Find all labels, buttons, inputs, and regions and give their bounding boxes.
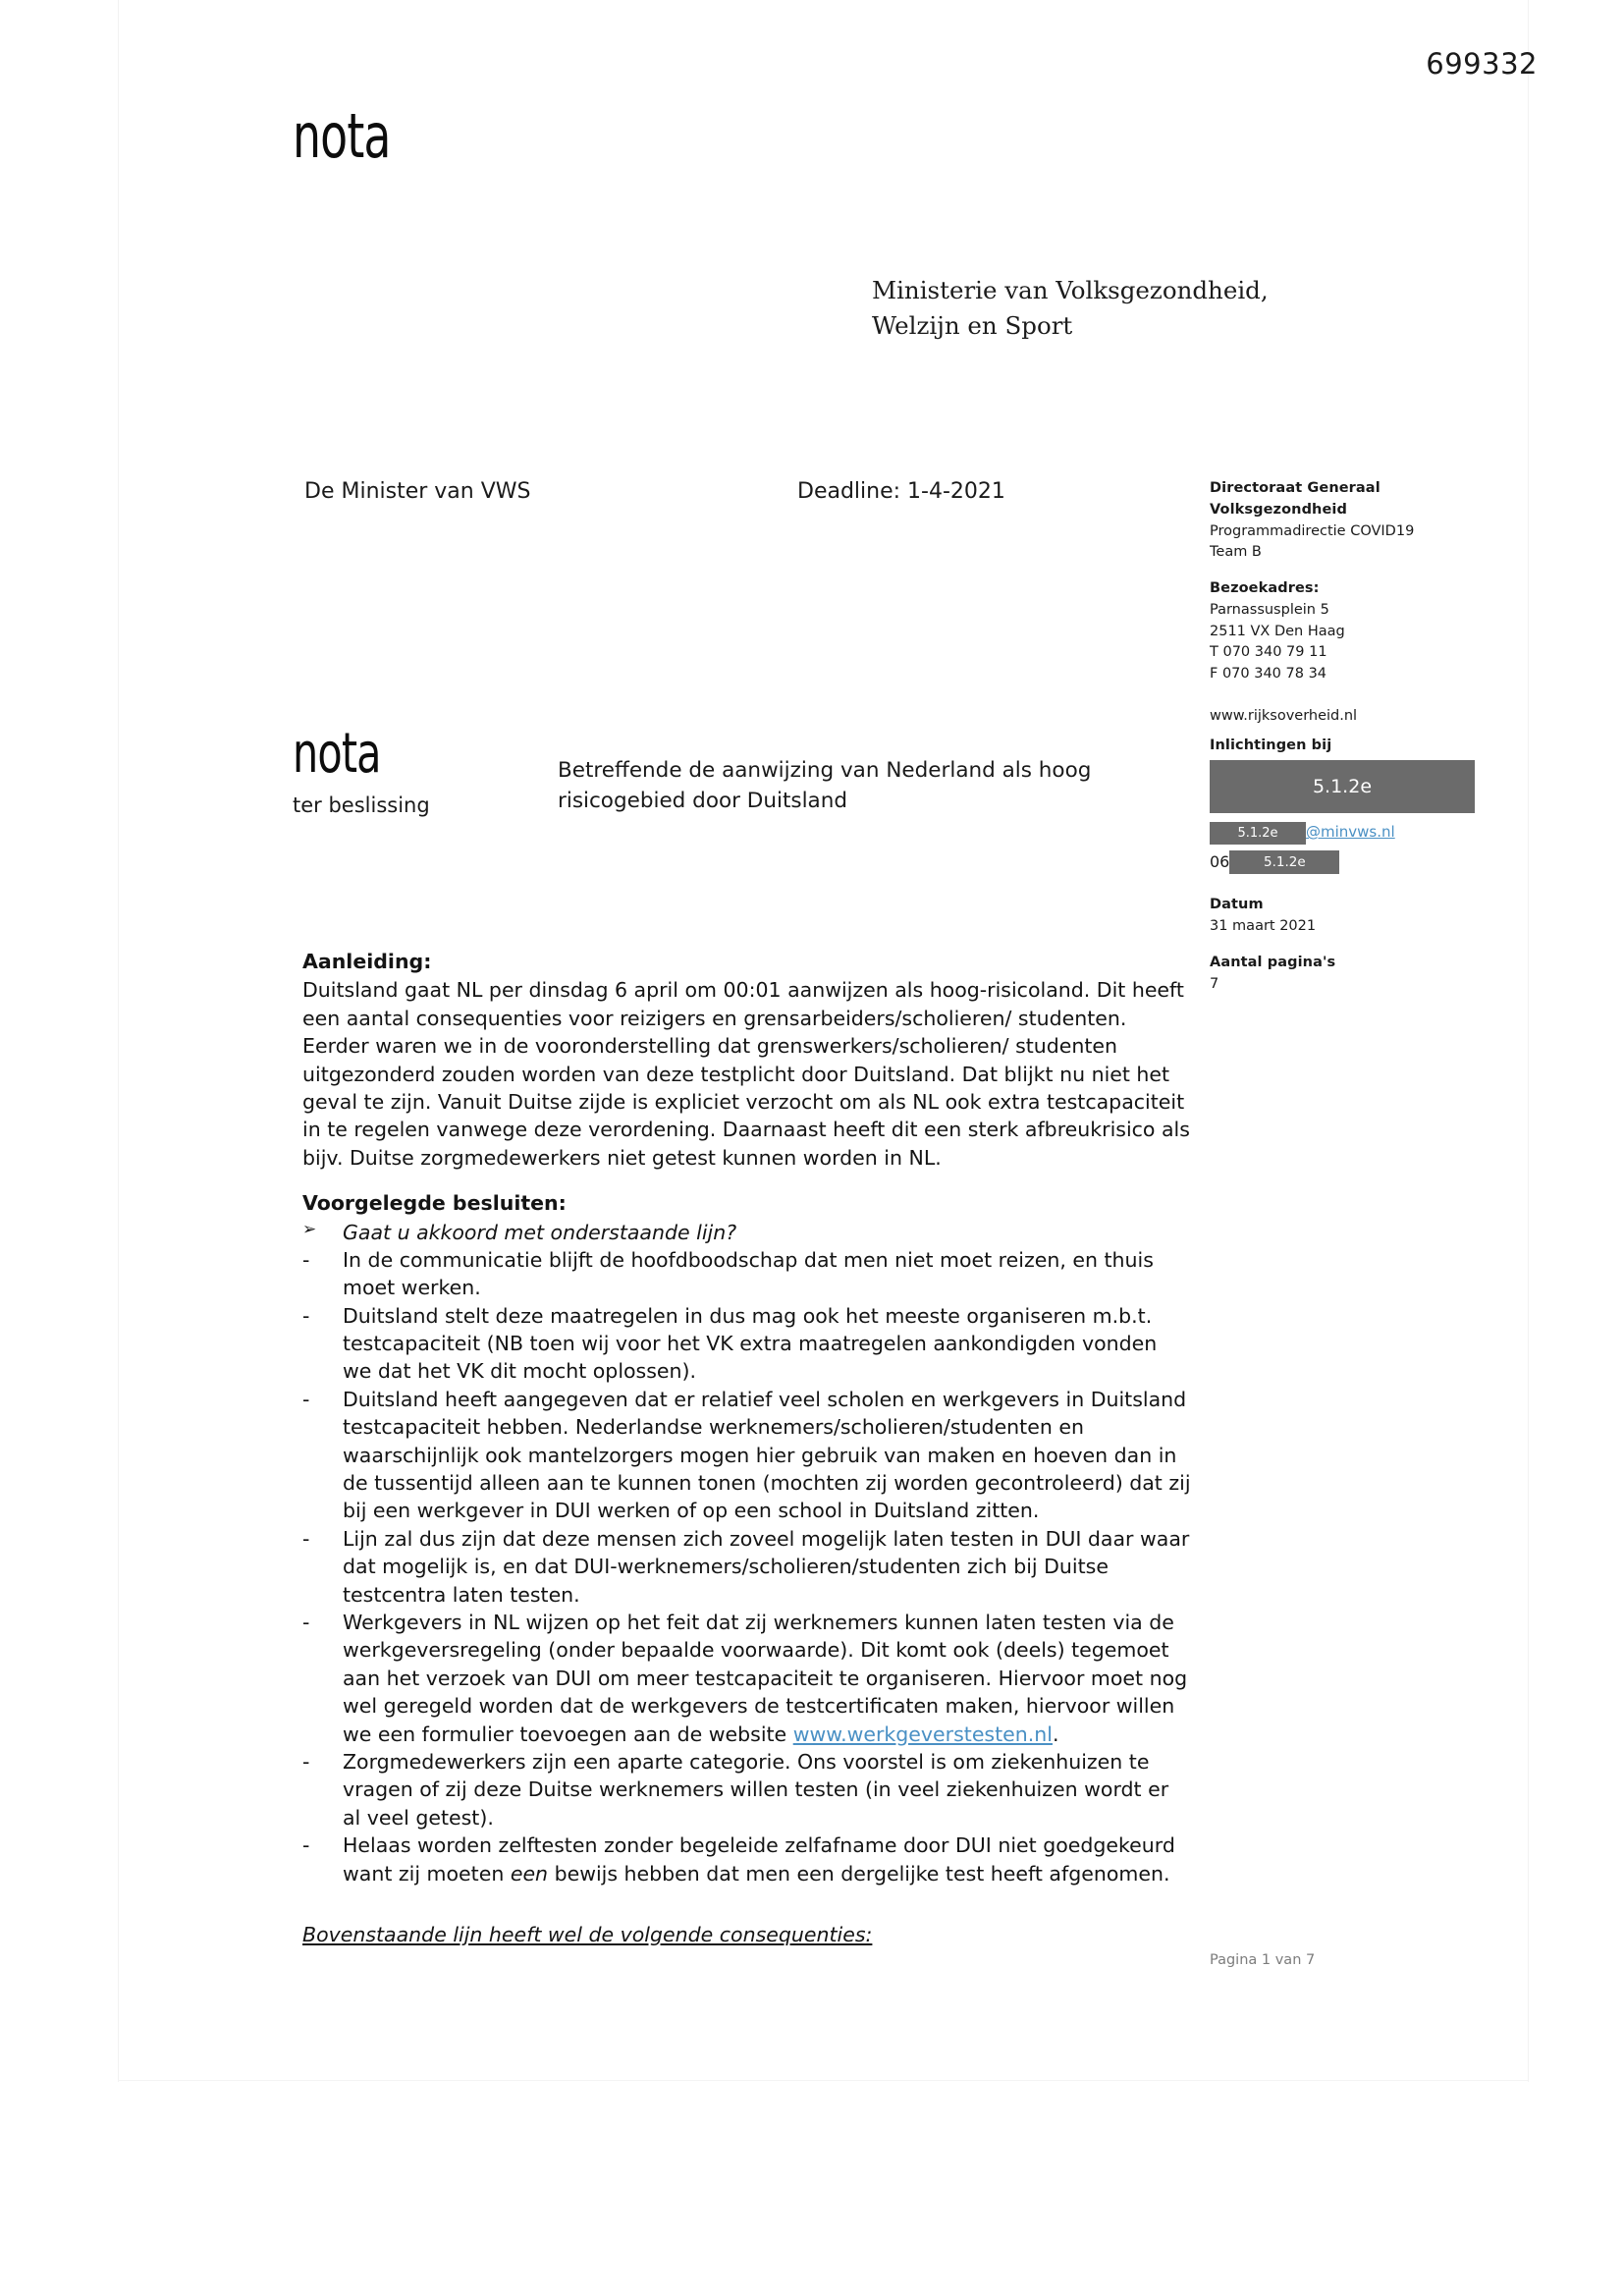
list-item-text: Lijn zal dus zijn dat deze mensen zich zoveel mogelijk laten testen in DUI daar waar dat mogelijk is, en dat DUI-werknemers/scholieren/studenten zich bij Duitse testcentra laten testen. — [343, 1526, 1190, 1607]
dash-bullet-icon: - — [302, 1247, 310, 1272]
page-count-value: 7 — [1210, 975, 1219, 992]
list-item — [302, 1302, 1191, 1386]
besluiten-heading: Voorgelegde besluiten: — [302, 1191, 567, 1216]
list-item-text-part-2: . — [1052, 1722, 1059, 1746]
redaction-box-phone: 5.1.2e — [1229, 850, 1339, 874]
list-item — [302, 1386, 1191, 1525]
ministry-block — [872, 273, 1269, 343]
dg-heading-line-1: Directoraat Generaal — [1210, 480, 1380, 496]
dash-bullet-icon: - — [302, 1526, 310, 1551]
meta-sidebar — [1210, 478, 1475, 995]
list-item-text-part-2: bewijs hebben dat men een dergelijke test heeft afgenomen. — [548, 1861, 1170, 1886]
dash-bullet-icon: - — [302, 1387, 310, 1411]
programme-directorate: Programmadirectie COVID19 — [1210, 522, 1415, 539]
aanleiding-paragraph: Duitsland gaat NL per dinsdag 6 april om 00:01 aanwijzen als hoog-risicoland. Dit heeft een aantal consequenties voor reizigers en grensarbeiders/scholieren/ studenten. Eerder waren we in de vooronderstelling dat grenswerkers/scholieren/ studenten uitgezonderd zouden worden van deze testplicht door Duitsland. Dat blijkt nu niet het geval te zijn. Vanuit Duitse zijde is expliciet verzocht om als NL ook extra testcapaciteit in te regelen vanwege deze verordening. Daarnaast heeft dit een sterk afbreukrisico als bijv. Duitse zorgmedewerkers niet getest kunnen worden in NL. — [302, 978, 1190, 1170]
question-text: Gaat u akkoord met onderstaande lijn? — [343, 1220, 737, 1244]
team-name: Team B — [1210, 544, 1262, 561]
date-value: 31 maart 2021 — [1210, 918, 1317, 934]
nota-subtitle: ter beslissing — [293, 793, 430, 817]
aanleiding-heading: Aanleiding: — [302, 950, 432, 973]
redaction-box-email-user: 5.1.2e — [1210, 822, 1306, 845]
email-domain[interactable]: @minvws.nl — [1306, 823, 1395, 842]
ministry-line-1: Ministerie van Volksgezondheid, — [872, 276, 1269, 304]
dash-bullet-icon: - — [302, 1833, 310, 1858]
arrow-bullet-icon: ➢ — [302, 1219, 317, 1239]
list-item-text: In de communicatie blijft de hoofdboodschap dat men niet moet reizen, en thuis moet werken. — [343, 1247, 1154, 1300]
list-item — [302, 1525, 1191, 1609]
telephone-number: T 070 340 79 11 — [1210, 644, 1327, 661]
phone-prefix: 06 — [1210, 852, 1230, 872]
dash-bullet-icon: - — [302, 1610, 310, 1634]
list-item-text — [343, 1833, 1175, 1885]
list-item-text-part-1: Helaas worden zelftesten zonder begeleide zelfafname door DUI niet goedgekeurd want zij moeten — [343, 1833, 1175, 1886]
fax-number: F 070 340 78 34 — [1210, 666, 1327, 682]
contact-email-line — [1210, 821, 1475, 845]
deadline: Deadline: 1-4-2021 — [797, 479, 1005, 504]
document-body — [302, 948, 1191, 1948]
sheet-edge-right — [1528, 0, 1529, 2082]
website-url[interactable]: www.rijksoverheid.nl — [1210, 707, 1358, 724]
list-item-text: Zorgmedewerkers zijn een aparte categorie. Ons voorstel is om ziekenhuizen te vragen of zij deze Duitse werknemers willen testen (in veel ziekenhuizen wordt er al veel getest). — [343, 1749, 1169, 1830]
sheet-edge-left — [118, 0, 119, 2082]
besluiten-list — [302, 1219, 1191, 1887]
list-item-question — [302, 1219, 1191, 1246]
page-footer: Pagina 1 van 7 — [1210, 1952, 1316, 1968]
addressee: De Minister van VWS — [304, 479, 531, 504]
list-item — [302, 1748, 1191, 1831]
subject-line: Betreffende de aanwijzing van Nederland als hoog risicogebied door Duitsland — [558, 758, 1092, 813]
information-contact-heading: Inlichtingen bij — [1210, 737, 1332, 753]
list-item-text-part-1: Werkgevers in NL wijzen op het feit dat zij werknemers kunnen laten testen via de werkgeversregeling (onder bepaalde voorwaarde). Dit komt ook (deels) tegemoet aan het verzoek van DUI om meer testcapaciteit te organiseren. Hiervoor moet nog wel geregeld worden dat de werkgevers de testcertificaten maken, hiervoor willen we een formulier toevoegen aan de website — [343, 1610, 1188, 1746]
consequences-line: Bovenstaande lijn heeft wel de volgende consequenties: — [302, 1922, 873, 1946]
ministry-line-2: Welzijn en Sport — [872, 310, 1073, 340]
visiting-address-street: Parnassusplein 5 — [1210, 601, 1329, 618]
list-item — [302, 1246, 1191, 1302]
dash-bullet-icon: - — [302, 1303, 310, 1328]
werkgeverstesten-link[interactable]: www.werkgeverstesten.nl — [792, 1722, 1053, 1746]
list-item — [302, 1609, 1191, 1748]
visiting-address-city: 2511 VX Den Haag — [1210, 623, 1345, 639]
contact-phone-line — [1210, 850, 1475, 874]
page-count-heading: Aantal pagina's — [1210, 954, 1336, 970]
dash-bullet-icon: - — [302, 1749, 310, 1774]
date-heading: Datum — [1210, 897, 1264, 913]
nota-wordmark-mid: nota — [293, 722, 381, 786]
list-item — [302, 1831, 1191, 1887]
document-number: 699332 — [1426, 47, 1538, 81]
visiting-address-heading: Bezoekadres: — [1210, 580, 1320, 596]
sheet-edge-bottom — [118, 2080, 1528, 2081]
nota-wordmark-top: nota — [293, 100, 391, 172]
list-item-text: Duitsland stelt deze maatregelen in dus mag ook het meeste organiseren m.b.t. testcapaciteit (NB toen wij voor het VK extra maatregelen aankondigden vonden we dat het VK dit mocht oplossen). — [343, 1303, 1158, 1384]
redaction-box-name: 5.1.2e — [1210, 760, 1475, 813]
emphasis-word: een — [510, 1861, 549, 1886]
consequences-line-wrap — [302, 1921, 1191, 1948]
list-item-text — [343, 1611, 1187, 1746]
dg-heading-line-2: Volksgezondheid — [1210, 501, 1347, 518]
list-item-text: Duitsland heeft aangegeven dat er relatief veel scholen en werkgevers in Duitsland testcapaciteit hebben. Nederlandse werknemers/scholieren/studenten en waarschijnlijk ook mantelzorgers mogen hier gebruik van maken en hoeven dan in de tussentijd alleen aan te kunnen tonen (mochten zij worden gecontroleerd) dat zij bij een werkgever in DUI werken of op een school in Duitsland zitten. — [343, 1387, 1191, 1523]
